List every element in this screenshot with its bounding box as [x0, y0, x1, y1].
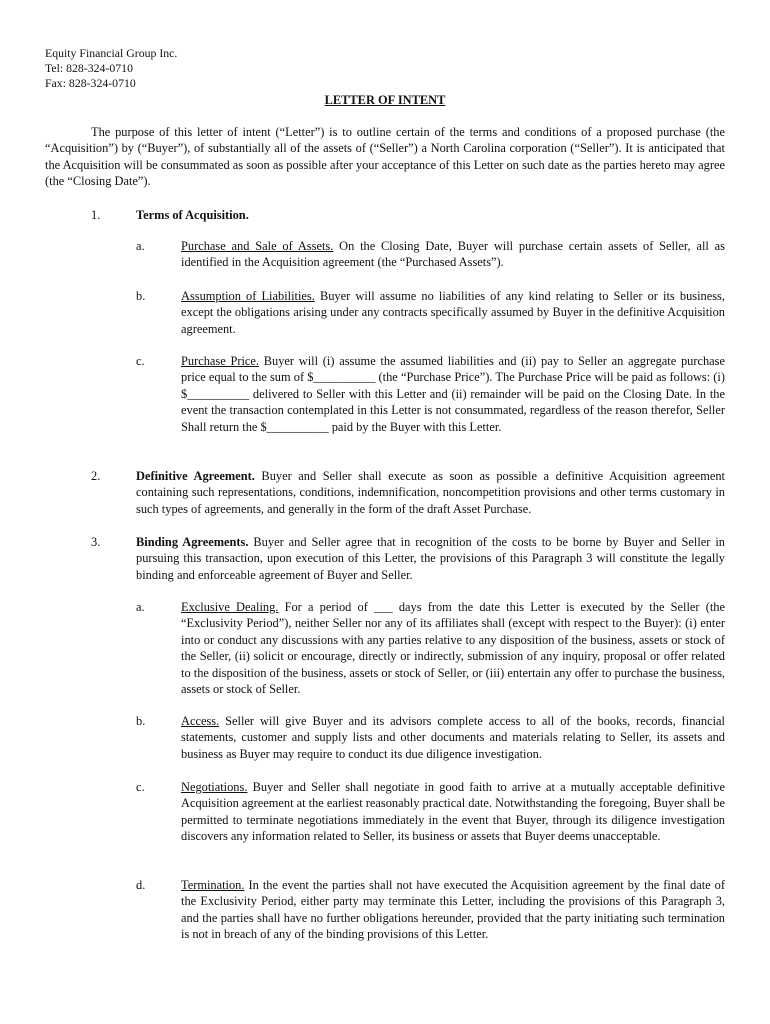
section-1c-heading: Purchase Price.: [181, 354, 260, 368]
document-title: LETTER OF INTENT: [324, 93, 446, 107]
section-1a-text: On the Closing Date, Buyer will purchase certain assets of Seller, all as identified in the Acquisition agreement (the “Purchased Assets”).: [181, 239, 725, 270]
section-3b-heading: Access.: [181, 714, 220, 728]
section-3-number: 3.: [91, 535, 101, 549]
section-3d-heading: Termination.: [181, 878, 245, 892]
section-1c-letter: c.: [136, 354, 145, 368]
letterhead: [45, 46, 177, 91]
section-3b-paragraph: [181, 713, 725, 762]
section-1-title: Terms of Acquisition.: [136, 208, 249, 222]
section-3a-letter: a.: [136, 600, 145, 614]
section-3b-letter: b.: [136, 714, 146, 728]
section-1a-heading: Purchase and Sale of Assets.: [181, 239, 334, 253]
section-1c-paragraph: [181, 353, 725, 435]
company-name: Equity Financial Group Inc.: [45, 46, 178, 60]
section-1a-letter: a.: [136, 239, 145, 253]
section-3-title: Binding Agreements.: [136, 535, 249, 549]
section-3a-text: For a period of ___ days from the date this Letter is executed by the Seller (the “Exclusivity Period”), neither Seller nor any of its affiliates shall (except with respect to the Buyer): (i) enter into or conduct any discussions with any parties relative to any disposition of the business, assets or stock of the Seller, (ii) solicit or encourage, directly or indirectly, submission of any inquiry, proposal or offer related to the disposition of the business, assets or stock of Seller, or (iii) entertain any offer to purchase the business, assets or stock of Seller.: [181, 600, 725, 697]
section-3d-letter: d.: [136, 878, 146, 892]
section-1b-heading: Assumption of Liabilities.: [181, 289, 315, 303]
section-3c-letter: c.: [136, 780, 145, 794]
section-2-paragraph: [136, 468, 725, 517]
section-1-number: 1.: [91, 208, 101, 222]
section-3a-paragraph: [181, 599, 725, 697]
section-3b-text: Seller will give Buyer and its advisors complete access to all of the books, records, financial statements, customer and supply lists and other documents and materials relating to Seller, its assets and business as Buyer may require to conduct its due diligence investigation.: [181, 714, 725, 761]
section-3d-text: In the event the parties shall not have executed the Acquisition agreement by the final date of the Exclusivity Period, either party may terminate this Letter, including the provisions of this Paragraph 3, and the parties shall have no further obligations hereunder, provided that the party initiating such termination is not in breach of any of the binding provisions of this Letter.: [181, 878, 725, 942]
section-3-paragraph: [136, 534, 725, 583]
section-1b-letter: b.: [136, 289, 146, 303]
section-1b-text: Buyer will assume no liabilities of any kind relating to Seller or its business, except the obligations arising under any contracts specifically assumed by Buyer in the definitive Acquisition agreement.: [181, 289, 725, 336]
section-2-title: Definitive Agreement.: [136, 469, 255, 483]
section-3c-text: Buyer and Seller shall negotiate in good faith to arrive at a mutually acceptable definitive Acquisition agreement at the earliest reasonably practical date. Notwithstanding the foregoing, Buyer shall be permitted to terminate negotiations immediately in the event that Buyer, through its diligence investigation discovers any information related to Seller, its business or assets that Buyer deems unacceptable.: [181, 780, 725, 844]
telephone: Tel: 828-324-0710: [45, 61, 133, 75]
section-1a-paragraph: [181, 238, 725, 271]
section-1c-text: Buyer will (i) assume the assumed liabilities and (ii) pay to Seller an aggregate purchase price equal to the sum of $__________ (the “Purchase Price”). The Purchase Price will be paid as follows: (i) $__________ delivered to Seller with this Letter and (ii) remainder will be paid on the Closing Date. In the event the transaction contemplated in this Letter is not consummated, regardless of the reason therefor, Seller Shall return the $__________ paid by the Buyer with this Letter.: [181, 354, 726, 434]
section-3a-heading: Exclusive Dealing.: [181, 600, 279, 614]
intro-paragraph: The purpose of this letter of intent (“Letter”) is to outline certain of the terms and conditions of a proposed purchase (the “Acquisition”) by (“Buyer”), of substantially all of the assets of (“Seller”) a North Carolina corporation (“Seller”). It is anticipated that the Acquisition will be consummated as soon as possible after your acceptance of this Letter on such date as the parties hereto may agree (the “Closing Date”).: [45, 125, 725, 189]
section-3c-heading: Negotiations.: [181, 780, 248, 794]
section-3-text: Buyer and Seller agree that in recognition of the costs to be borne by Buyer and Seller in pursuing this transaction, upon execution of this Letter, the provisions of this Paragraph 3 will constitute the legally binding and enforceable agreement of Buyer and Seller.: [136, 535, 726, 582]
section-2-number: 2.: [91, 469, 101, 483]
section-3d-paragraph: [181, 877, 725, 943]
section-3c-paragraph: [181, 779, 725, 845]
section-1b-paragraph: [181, 288, 725, 337]
fax: Fax: 828-324-0710: [45, 76, 136, 90]
section-2-text: Buyer and Seller shall execute as soon as possible a definitive Acquisition agreement containing such representations, conditions, indemnification, noncompetition provisions and other terms customary in such types of agreements, and generally in the form of the draft Asset Purchase.: [136, 469, 725, 516]
